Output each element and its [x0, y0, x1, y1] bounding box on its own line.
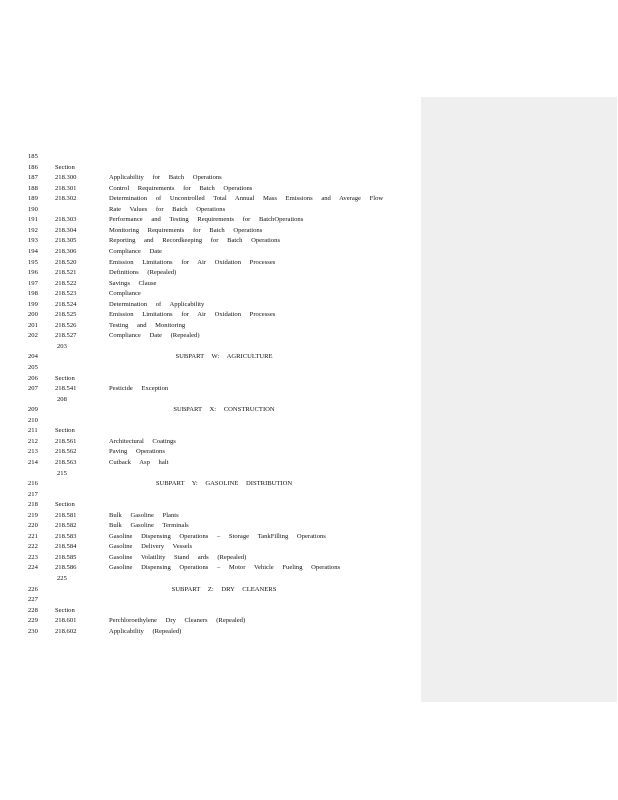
section-number: 218.303 — [55, 216, 77, 224]
section-title: Reporting and Recordkeeping for Batch Operations — [109, 237, 281, 245]
section-title: Gasoline Dispensing Operations – Motor Vehicle Fueling Operations — [109, 564, 341, 572]
section-title: Gasoline Delivery Vessels — [109, 543, 193, 551]
line-number: 210 — [28, 416, 38, 424]
section-title: Architectural Coatings — [109, 437, 176, 445]
line-number: 192 — [28, 226, 38, 234]
line-number: 214 — [28, 458, 38, 466]
section-number: 218.522 — [55, 279, 77, 287]
line-number: 190 — [28, 205, 38, 213]
section-number: 218.582 — [55, 522, 77, 530]
line-number: 186 — [28, 163, 38, 171]
section-number: 218.304 — [55, 226, 77, 234]
section-number: 218.584 — [55, 543, 77, 551]
line-number: 191 — [28, 216, 38, 224]
section-number: 218.301 — [55, 184, 77, 192]
line-number: 221 — [28, 532, 38, 540]
section-number: 218.581 — [55, 511, 77, 519]
line-number: 198 — [28, 290, 38, 298]
section-number: 218.561 — [55, 437, 77, 445]
line-number: 187 — [28, 174, 38, 182]
line-number: 222 — [28, 543, 38, 551]
line-number: 220 — [28, 522, 38, 530]
section-number: Section — [55, 374, 75, 382]
section-number: 218.523 — [55, 290, 77, 298]
section-title: Bulk Gasoline Plants — [109, 511, 179, 519]
section-title: Definitions (Repealed) — [109, 269, 177, 277]
section-number: 218.583 — [55, 532, 77, 540]
section-title: Determination of Uncontrolled Total Annual Mass Emissions and Average Flow — [109, 195, 384, 203]
section-title: Compliance — [109, 290, 141, 298]
line-number: 193 — [28, 237, 38, 245]
line-number: 188 — [28, 184, 38, 192]
section-title: Bulk Gasoline Terminals — [109, 522, 189, 530]
section-number: 218.526 — [55, 321, 77, 329]
line-number: 199 — [28, 300, 38, 308]
line-number: 213 — [28, 448, 38, 456]
section-title: Emission Limitations for Air Oxidation Processes — [109, 258, 276, 266]
section-number: Section — [55, 427, 75, 435]
line-number: 197 — [28, 279, 38, 287]
line-number-continuation: 208 — [57, 395, 67, 403]
line-number: 219 — [28, 511, 38, 519]
section-title: Cutback Asp halt — [109, 458, 169, 466]
line-number: 212 — [28, 437, 38, 445]
section-title: Determination of Applicability — [109, 300, 205, 308]
line-number-continuation: 203 — [57, 342, 67, 350]
line-number: 207 — [28, 385, 38, 393]
section-title: Rate Values for Batch Operations — [109, 205, 226, 213]
section-title: Compliance Date — [109, 247, 162, 255]
section-title: Performance and Testing Requirements for BatchOperations — [109, 216, 304, 224]
line-number: 189 — [28, 195, 38, 203]
section-number: 218.524 — [55, 300, 77, 308]
section-number: Section — [55, 501, 75, 509]
section-number: 218.585 — [55, 553, 77, 561]
section-number: 218.521 — [55, 269, 77, 277]
line-number: 223 — [28, 553, 38, 561]
section-title: Gasoline Volatility Stand ards (Repealed) — [109, 553, 247, 561]
section-number: 218.601 — [55, 617, 77, 625]
section-title: Perchloroethylene Dry Cleaners (Repealed) — [109, 617, 246, 625]
subpart-heading: SUBPART Z: DRY CLEANERS — [171, 585, 277, 593]
section-number: 218.306 — [55, 247, 77, 255]
line-number: 196 — [28, 269, 38, 277]
section-title: Control Requirements for Batch Operations — [109, 184, 253, 192]
section-title: Applicability for Batch Operations — [109, 174, 222, 182]
line-number: 201 — [28, 321, 38, 329]
line-number: 228 — [28, 606, 38, 614]
section-title: Applicability (Repealed) — [109, 627, 182, 635]
section-title: Paving Operations — [109, 448, 165, 456]
line-number: 217 — [28, 490, 38, 498]
line-number: 202 — [28, 332, 38, 340]
section-number: 218.300 — [55, 174, 77, 182]
line-number: 200 — [28, 311, 38, 319]
section-title: Monitoring Requirements for Batch Operations — [109, 226, 263, 234]
section-title: Testing and Monitoring — [109, 321, 186, 329]
section-title: Emission Limitations for Air Oxidation Processes — [109, 311, 276, 319]
section-number: 218.586 — [55, 564, 77, 572]
line-number: 211 — [28, 427, 38, 435]
comment-margin-panel — [421, 97, 617, 702]
section-number: 218.563 — [55, 458, 77, 466]
line-number-continuation: 225 — [57, 575, 67, 582]
line-number: 206 — [28, 374, 38, 382]
subpart-heading: SUBPART X: CONSTRUCTION — [173, 406, 275, 414]
line-number: 230 — [28, 627, 38, 635]
section-number: 218.527 — [55, 332, 77, 340]
line-number: 218 — [28, 501, 38, 509]
line-number: 229 — [28, 617, 38, 625]
section-number: 218.602 — [55, 627, 77, 635]
section-title: Savings Clause — [109, 279, 157, 287]
section-number: 218.520 — [55, 258, 77, 266]
subpart-heading: SUBPART Y: GASOLINE DISTRIBUTION — [155, 480, 293, 488]
section-number: Section — [55, 606, 75, 614]
section-number: 218.562 — [55, 448, 77, 456]
section-number: 218.305 — [55, 237, 77, 245]
subpart-heading: SUBPART W: AGRICULTURE — [175, 353, 273, 361]
line-number: 195 — [28, 258, 38, 266]
section-number: 218.541 — [55, 385, 77, 393]
line-number-continuation: 215 — [57, 469, 67, 477]
section-number: 218.525 — [55, 311, 77, 319]
section-title: Pesticide Exception — [109, 385, 169, 393]
section-number: Section — [55, 163, 75, 171]
line-number: 216 — [28, 480, 38, 488]
section-number: 218.302 — [55, 195, 77, 203]
line-number: 227 — [28, 596, 38, 604]
line-number: 209 — [28, 406, 38, 414]
line-number: 205 — [28, 364, 38, 371]
line-number: 194 — [28, 247, 38, 255]
section-title: Gasoline Dispensing Operations – Storage TankFilling Operations — [109, 532, 326, 540]
line-number: 226 — [28, 585, 38, 593]
line-number: 204 — [28, 353, 38, 361]
line-number: 185 — [28, 153, 38, 160]
section-title: Compliance Date (Repealed) — [109, 332, 200, 340]
line-number: 224 — [28, 564, 38, 572]
